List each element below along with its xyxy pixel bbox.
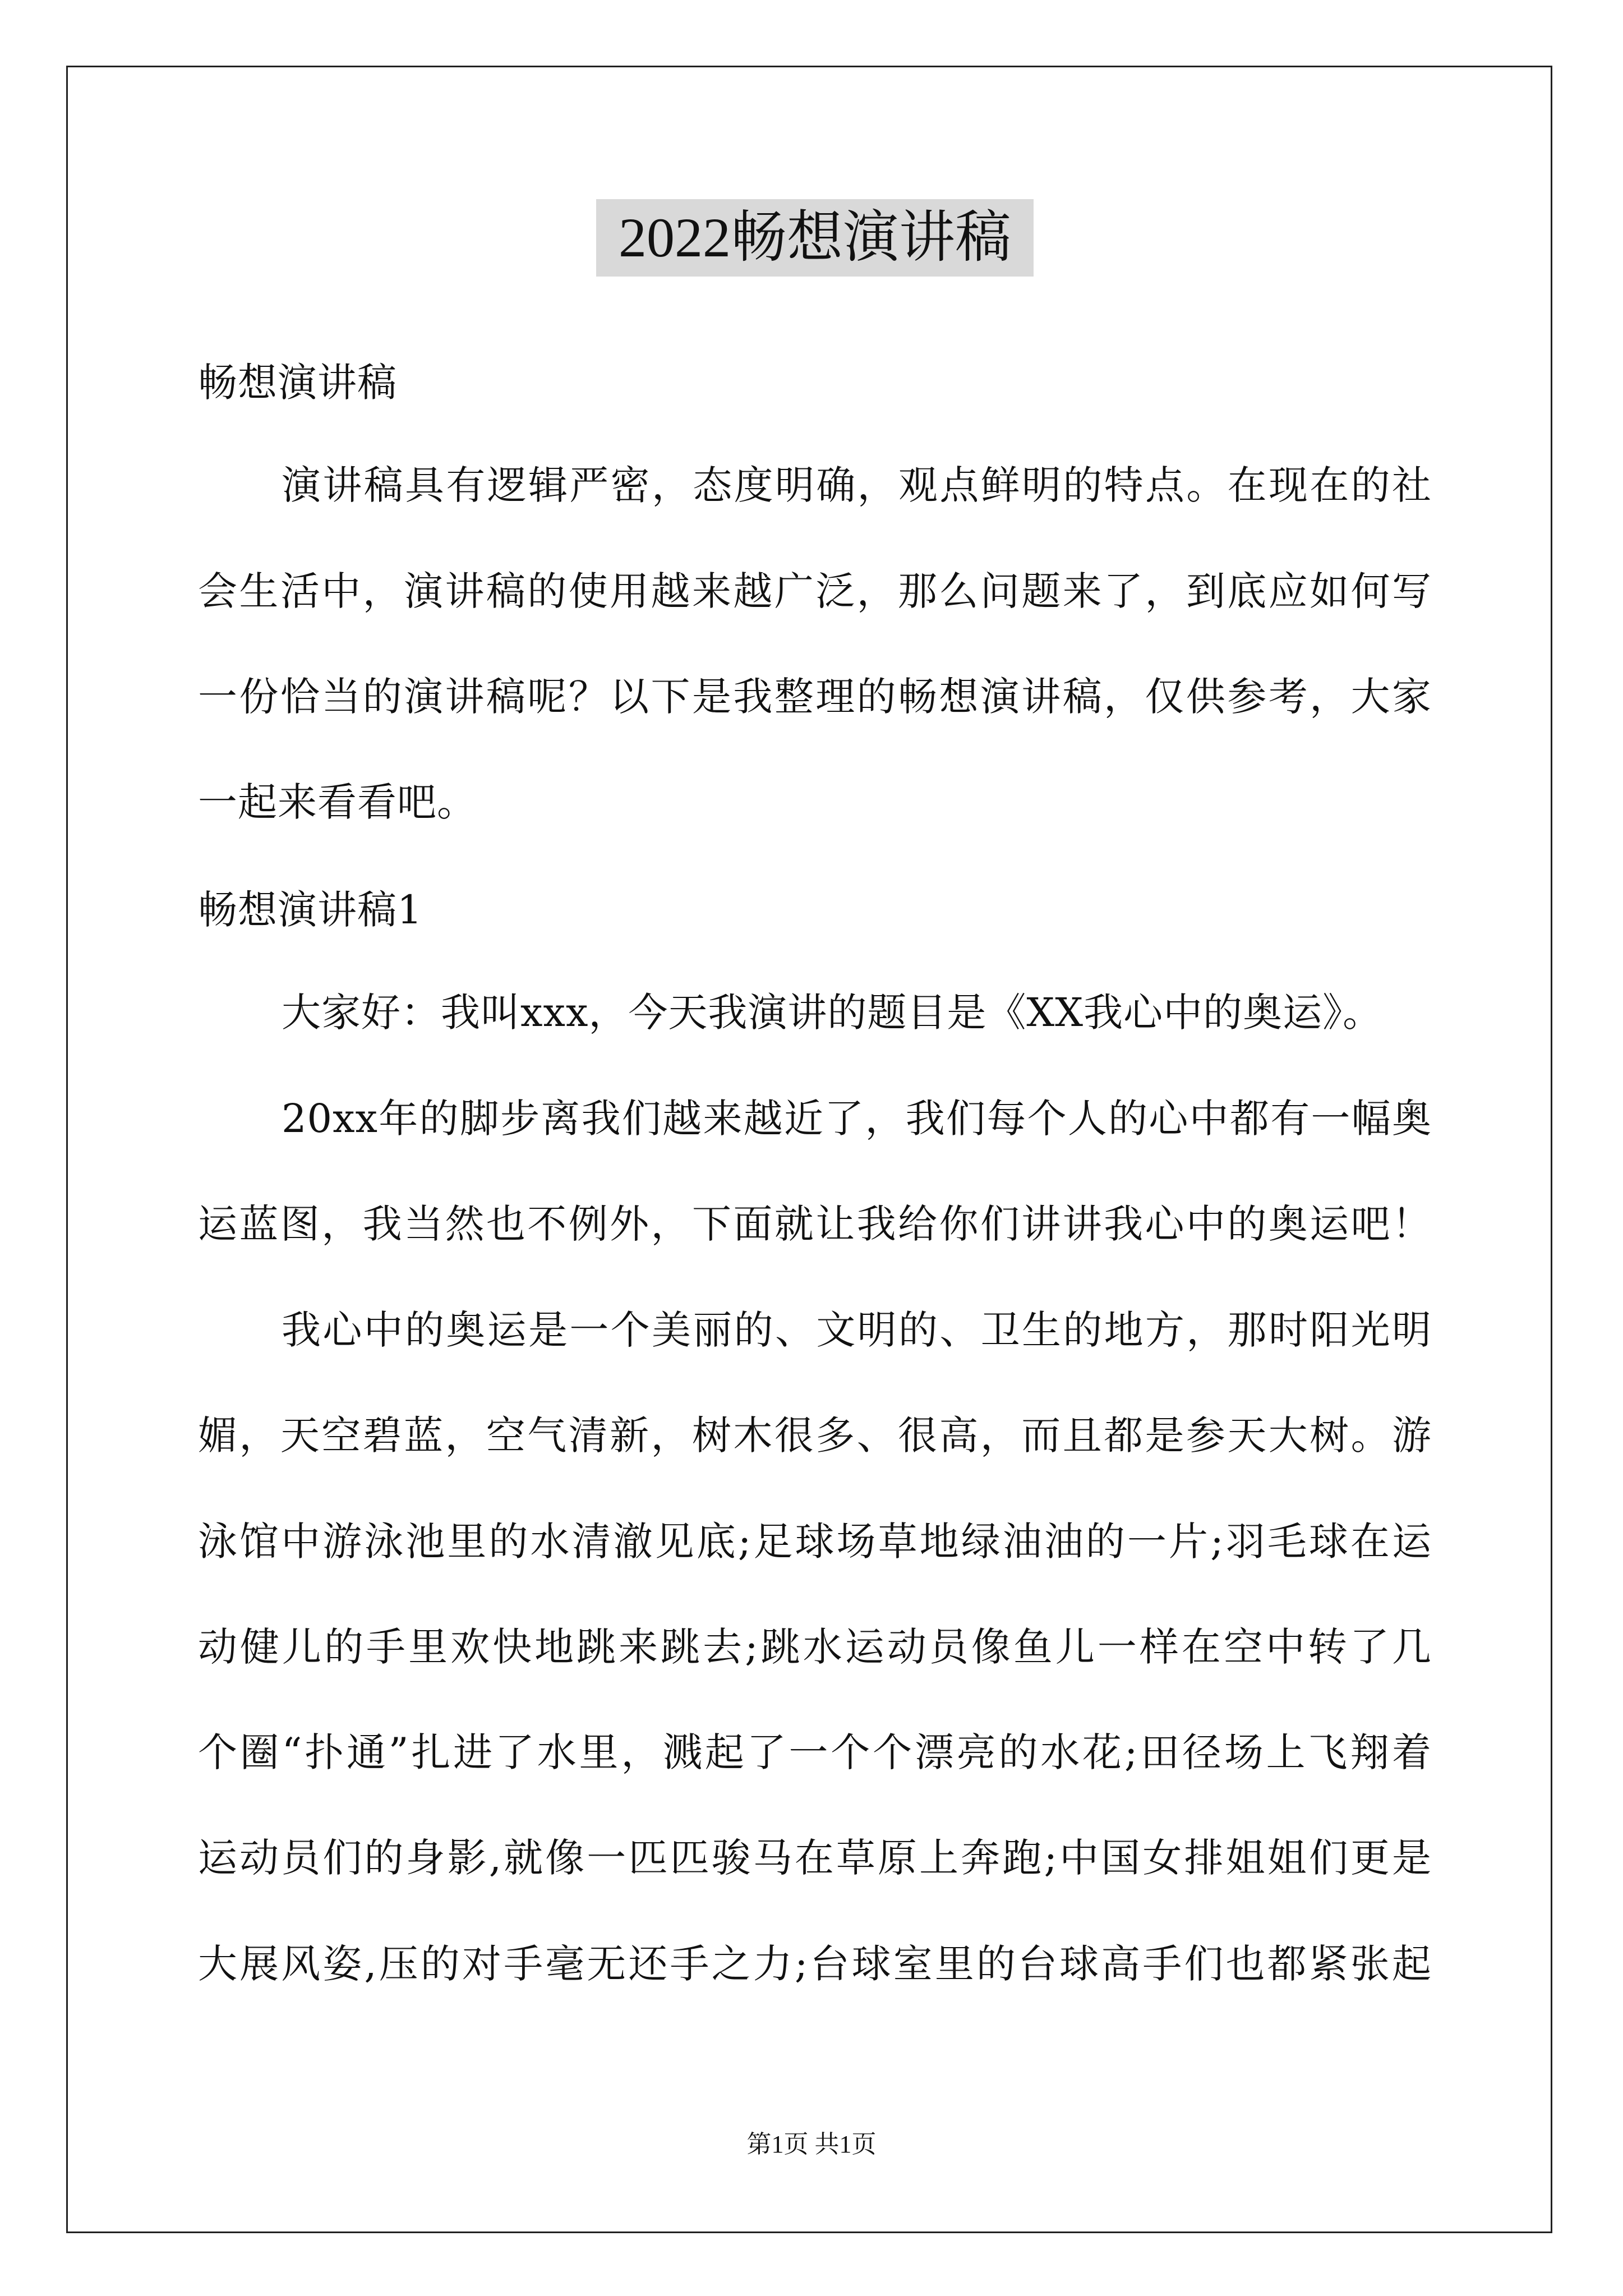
document-title: 2022畅想演讲稿 bbox=[596, 199, 1034, 277]
intro-line-3: 一份恰当的演讲稿呢？以下是我整理的畅想演讲稿，仅供参考，大家 bbox=[198, 674, 1432, 720]
section-heading-1: 畅想演讲稿1 bbox=[198, 887, 423, 933]
para2-line-6: 运动员们的身影,就像一匹匹骏马在草原上奔跑;中国女排姐姐们更是 bbox=[198, 1835, 1432, 1881]
para2-line-7: 大展风姿,压的对手毫无还手之力;台球室里的台球高手们也都紧张起 bbox=[198, 1941, 1432, 1987]
intro-line-4: 一起来看看吧。 bbox=[198, 779, 477, 825]
para2-line-2: 媚，天空碧蓝，空气清新，树木很多、很高，而且都是参天大树。游 bbox=[198, 1412, 1432, 1458]
para1-line-1: 20xx年的脚步离我们越来越近了，我们每个人的心中都有一幅奥 bbox=[282, 1096, 1432, 1142]
intro-line-2: 会生活中，演讲稿的使用越来越广泛，那么问题来了，到底应如何写 bbox=[198, 568, 1432, 614]
para2-line-5: 个圈“扑通”扎进了水里，溅起了一个个漂亮的水花;田径场上飞翔着 bbox=[198, 1729, 1432, 1775]
para2-line-3: 泳馆中游泳池里的水清澈见底;足球场草地绿油油的一片;羽毛球在运 bbox=[198, 1519, 1432, 1565]
para2-line-4: 动健儿的手里欢快地跳来跳去;跳水运动员像鱼儿一样在空中转了几 bbox=[198, 1624, 1432, 1670]
intro-line-1: 演讲稿具有逻辑严密，态度明确，观点鲜明的特点。在现在的社 bbox=[282, 462, 1432, 508]
para1-line-2: 运蓝图，我当然也不例外，下面就让我给你们讲讲我心中的奥运吧！ bbox=[198, 1201, 1432, 1247]
greeting-line: 大家好：我叫xxx，今天我演讲的题目是《XX我心中的奥运》。 bbox=[282, 990, 1383, 1036]
section-heading: 畅想演讲稿 bbox=[198, 360, 397, 406]
page-footer: 第1页 共1页 bbox=[746, 2131, 877, 2158]
para2-line-1: 我心中的奥运是一个美丽的、文明的、卫生的地方，那时阳光明 bbox=[282, 1307, 1432, 1353]
